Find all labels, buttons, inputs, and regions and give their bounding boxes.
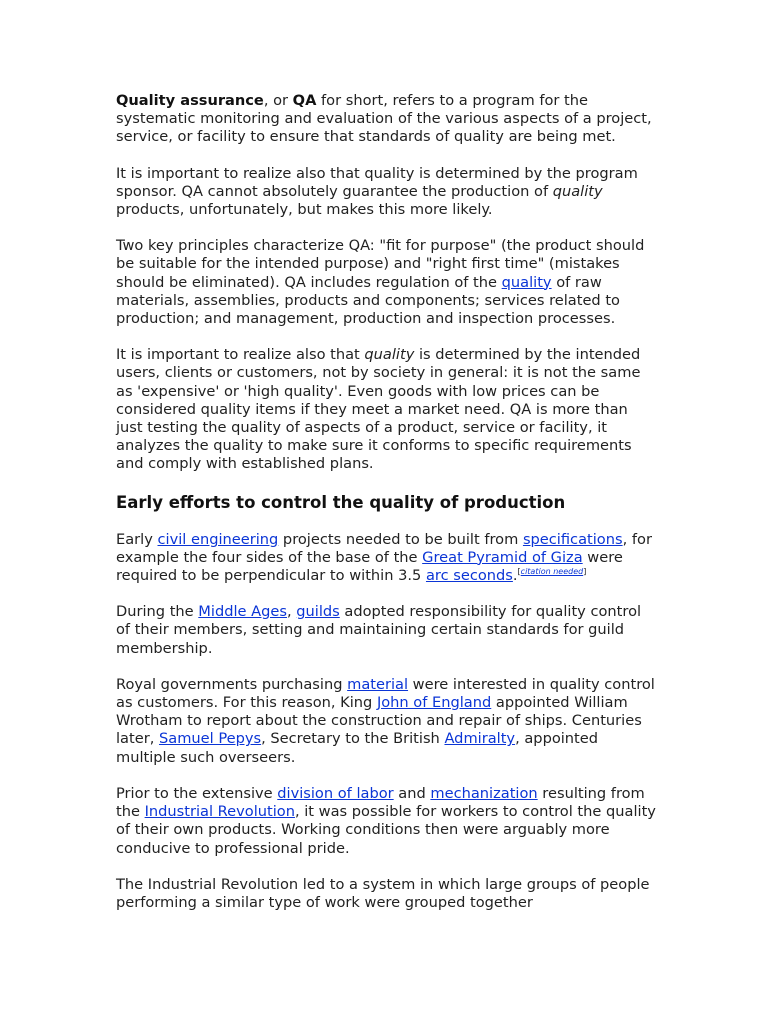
text: ,	[286, 603, 297, 621]
paragraph-early	[116, 531, 656, 586]
text: were required to be perpendicular to within 3.5	[116, 548, 623, 585]
text: , appointed multiple such overseers.	[116, 730, 599, 766]
paragraph-division-of-labor	[116, 785, 656, 858]
section-heading: Early efforts to control the quality of production	[116, 492, 566, 512]
article-body	[116, 92, 656, 930]
text: were interested in quality control as customers. For this reason, King	[116, 675, 655, 712]
text: It is important to realize also that	[116, 346, 365, 364]
link-arc-seconds[interactable]: arc seconds	[425, 567, 513, 585]
link-samuel-pepys[interactable]: Samuel Pepys	[158, 730, 262, 748]
link-admiralty[interactable]: Admiralty	[444, 730, 516, 748]
link-great-pyramid[interactable]: Great Pyramid of Giza	[422, 548, 583, 566]
text: .	[512, 567, 518, 585]
paragraph-intro	[116, 92, 656, 147]
link-industrial-revolution[interactable]: Industrial Revolution	[144, 803, 295, 821]
text: It is important to realize also that quality is determined by the program sponsor. QA cannot absolutely guarantee the production of	[116, 164, 638, 200]
text: is determined by the intended users, clients or customers, not by society in general: it is not the same as 'expensive' or 'high quality'. Even goods with low prices can be considered quality items if they meet a market need. QA is more than just testing the quality of aspects of a product, service or facility, it analyzes the quality to make sure it conforms to specific requirements and comply with established plans.	[116, 346, 641, 473]
link-guilds[interactable]: guilds	[296, 603, 340, 621]
text: , for example the four sides of the base of the	[116, 530, 652, 566]
citation-needed	[518, 567, 587, 576]
term-qa: QA	[292, 92, 317, 109]
text: adopted responsibility for quality control of their members, setting and maintaining certain standards for guild membership.	[116, 603, 642, 657]
text: Early	[116, 530, 158, 548]
paragraph-sponsor	[116, 165, 656, 220]
link-quality[interactable]: quality	[501, 273, 552, 291]
cite-bracket: [	[517, 567, 521, 577]
text: Two key principles characterize QA: "fit for purpose" (the product should be suitable for the intended purpose) and "right first time" (mistakes should be eliminated). QA includes regulation of the	[116, 237, 645, 291]
text: of raw materials, assemblies, products and components; services related to production; and management, production and inspection processes.	[116, 273, 620, 328]
paragraph-industrial	[116, 876, 656, 912]
paragraph-principles	[116, 237, 656, 328]
text: appointed William Wrotham to report about the construction and repair of ships. Centuries later,	[116, 694, 642, 748]
paragraph-middle-ages	[116, 603, 656, 658]
link-material[interactable]: material	[347, 675, 409, 693]
text: , it was possible for workers to control the quality of their own products. Working conditions then were arguably more conducive to professional pride.	[116, 803, 656, 857]
link-middle-ages[interactable]: Middle Ages	[198, 603, 287, 621]
text: , Secretary to the British	[261, 730, 445, 748]
text: projects needed to be built from	[278, 530, 523, 548]
emphasis-quality: quality	[552, 182, 603, 200]
text: products, unfortunately, but makes this more likely.	[116, 201, 493, 219]
cite-bracket: ]	[583, 567, 587, 577]
text: During the	[116, 603, 199, 621]
term-quality-assurance: Quality assurance	[116, 92, 264, 109]
link-civil-engineering[interactable]: civil engineering	[157, 530, 279, 548]
link-division-of-labor[interactable]: division of labor	[277, 784, 394, 802]
text: , or	[263, 92, 293, 109]
link-mechanization[interactable]: mechanization	[430, 784, 538, 802]
text: Prior to the extensive	[116, 784, 278, 802]
paragraph-users	[116, 346, 656, 473]
link-john-of-england[interactable]: John of England	[376, 694, 492, 712]
link-citation-needed[interactable]: citation needed	[520, 567, 584, 577]
text: The Industrial Revolution led to a system in which large groups of people performing a similar type of work were grouped together	[116, 875, 650, 911]
text: for short, refers to a program for the systematic monitoring and evaluation of the various aspects of a project, service, or facility to ensure that standards of quality are being met.	[116, 92, 652, 146]
paragraph-royal	[116, 676, 656, 767]
link-specifications[interactable]: specifications	[522, 530, 623, 548]
text: Royal governments purchasing	[116, 675, 348, 693]
text: resulting from the	[116, 784, 645, 821]
text: and	[393, 784, 431, 802]
emphasis-quality: quality	[364, 346, 415, 364]
